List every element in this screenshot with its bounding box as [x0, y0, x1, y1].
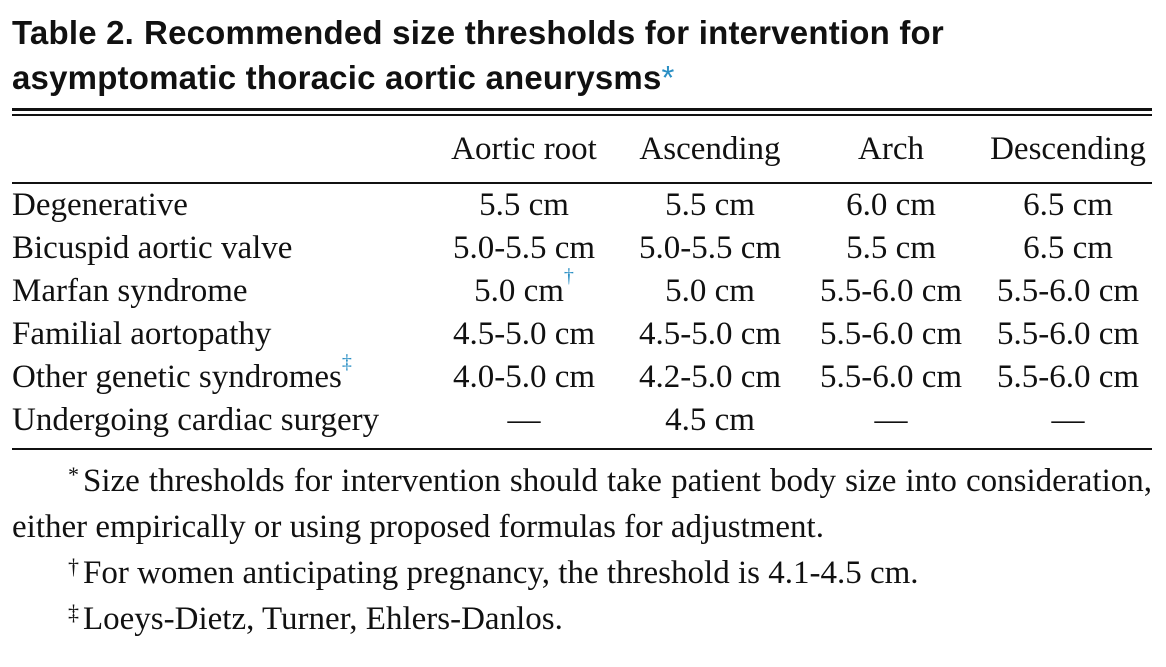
footnote-text: Loeys-Dietz, Turner, Ehlers-Danlos.: [83, 601, 563, 637]
thresholds-table: [12, 116, 1152, 442]
cell-arch: [798, 399, 984, 442]
header-arch: Arch: [858, 130, 924, 167]
table-row: [12, 184, 1152, 227]
cell-ascending: [622, 270, 798, 313]
footnote-mark: *: [68, 462, 79, 487]
row-label: [12, 399, 426, 442]
cell-value: 6.5 cm: [1023, 230, 1113, 266]
cell-value: 4.2-5.0 cm: [638, 359, 782, 395]
table-row: [12, 270, 1152, 313]
cell-arch: [798, 313, 984, 356]
cell-aortic-root: [426, 265, 622, 313]
row-label-text: Degenerative: [12, 187, 188, 223]
table-footnotes: [12, 458, 1152, 642]
header-aortic-root: Aortic root: [451, 130, 597, 167]
cell-value: 4.5-5.0 cm: [452, 316, 596, 352]
top-double-rule: [12, 108, 1152, 116]
cell-descending: [984, 399, 1152, 442]
cell-ascending: [622, 313, 798, 356]
cell-descending: [984, 270, 1152, 313]
cell-value: —: [874, 402, 908, 438]
row-label: [12, 270, 426, 313]
dagger-footnote-marker: †: [563, 265, 574, 287]
cell-arch: [798, 270, 984, 313]
cell-value: —: [1051, 402, 1085, 438]
cell-value: 5.5 cm: [665, 187, 755, 223]
caption-footnote-marker: *: [661, 59, 675, 96]
row-label-text: Other genetic syndromes: [12, 359, 342, 395]
row-label-text: Marfan syndrome: [12, 273, 248, 309]
table-number: Table 2.: [12, 14, 135, 51]
footnote-asterisk: [12, 458, 1152, 550]
cell-value: 5.0 cm: [665, 273, 755, 309]
footnote-mark: †: [68, 554, 79, 579]
table-header: [12, 116, 1152, 182]
cell-aortic-root: [426, 184, 622, 227]
cell-ascending: [622, 399, 798, 442]
table-caption: Recommended size thresholds for intervention for asymptomatic thoracic aortic aneurysms: [12, 14, 944, 96]
cell-value: 5.5-6.0 cm: [996, 273, 1140, 309]
cell-descending: [984, 184, 1152, 227]
cell-descending: [984, 313, 1152, 356]
cell-value: 5.5-6.0 cm: [996, 316, 1140, 352]
double-dagger-footnote-marker: ‡: [341, 351, 352, 373]
cell-descending: [984, 227, 1152, 270]
cell-descending: [984, 356, 1152, 399]
footnote-dagger: [12, 550, 1152, 596]
cell-aortic-root: [426, 399, 622, 442]
table-title: [12, 10, 1152, 100]
header-descending: Descending: [990, 130, 1146, 167]
row-label-text: Undergoing cardiac surgery: [12, 402, 380, 438]
cell-value: 5.5 cm: [479, 187, 569, 223]
cell-value: 5.0 cm: [474, 273, 564, 309]
row-label: [12, 184, 426, 227]
cell-aortic-root: [426, 227, 622, 270]
cell-value: 4.5-5.0 cm: [638, 316, 782, 352]
cell-ascending: [622, 227, 798, 270]
row-label: [12, 351, 426, 399]
table-row: [12, 399, 1152, 442]
cell-value: 5.5 cm: [846, 230, 936, 266]
table-row: [12, 356, 1152, 399]
table-row: [12, 313, 1152, 356]
cell-value: 5.5-6.0 cm: [819, 359, 963, 395]
cell-aortic-root: [426, 356, 622, 399]
row-label-text: Bicuspid aortic valve: [12, 230, 293, 266]
cell-ascending: [622, 184, 798, 227]
table-row: [12, 227, 1152, 270]
cell-value: 5.5-6.0 cm: [996, 359, 1140, 395]
row-label-text: Familial aortopathy: [12, 316, 272, 352]
footnote-text: Size thresholds for intervention should take patient body size into consideration, either empirically or using proposed formulas for adjustment.: [12, 463, 1152, 545]
header-row: [12, 116, 1152, 182]
cell-value: 5.5-6.0 cm: [819, 316, 963, 352]
cell-value: 5.5-6.0 cm: [819, 273, 963, 309]
cell-value: 5.0-5.5 cm: [452, 230, 596, 266]
footnote-text: For women anticipating pregnancy, the threshold is 4.1-4.5 cm.: [83, 555, 919, 591]
table-body: [12, 182, 1152, 442]
cell-value: 4.0-5.0 cm: [452, 359, 596, 395]
table-figure: [12, 0, 1152, 642]
row-label: [12, 227, 426, 270]
cell-aortic-root: [426, 313, 622, 356]
cell-value: 5.0-5.5 cm: [638, 230, 782, 266]
cell-arch: [798, 184, 984, 227]
cell-value: —: [507, 402, 541, 438]
footnote-mark: ‡: [68, 600, 79, 625]
cell-value: 4.5 cm: [665, 402, 755, 438]
cell-ascending: [622, 356, 798, 399]
cell-value: 6.0 cm: [846, 187, 936, 223]
bottom-rule: [12, 448, 1152, 450]
cell-value: 6.5 cm: [1023, 187, 1113, 223]
cell-arch: [798, 356, 984, 399]
cell-arch: [798, 227, 984, 270]
row-label: [12, 313, 426, 356]
footnote-double-dagger: [12, 596, 1152, 642]
header-row-label: [12, 116, 426, 182]
header-ascending: Ascending: [639, 130, 781, 167]
